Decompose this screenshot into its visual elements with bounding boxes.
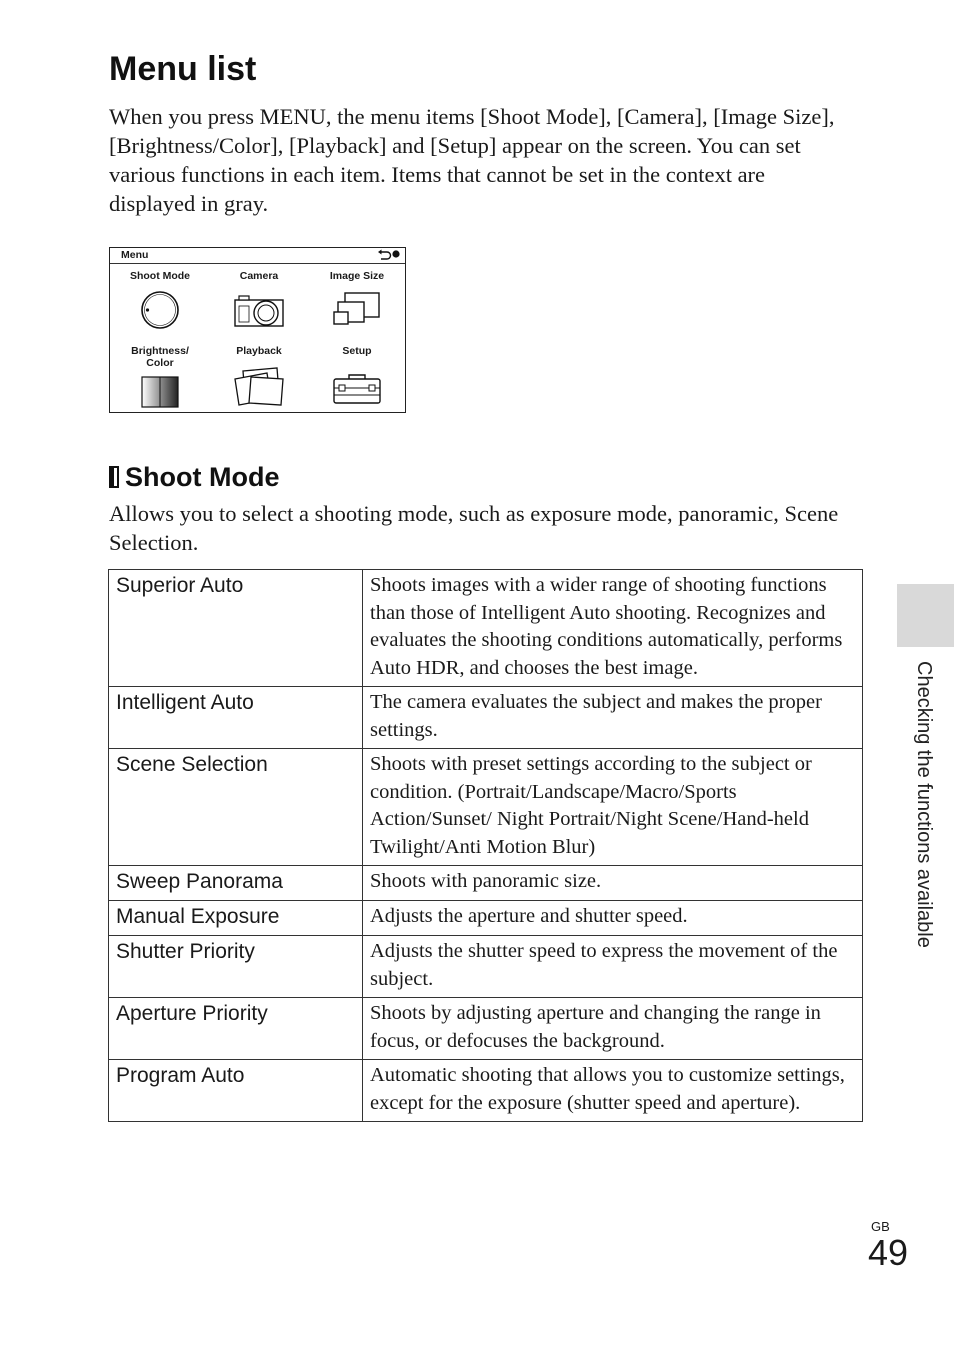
mode-description: Shoots with preset settings according to the subject or condition. (Portrait/Landscape/Macro/Sports Action/Sunset/ Night Portrait/Night Scene/Hand-held Twilight/Anti Motion Blur) bbox=[363, 749, 863, 866]
table-row bbox=[109, 749, 863, 866]
menu-item-playback[interactable] bbox=[211, 345, 307, 407]
menu-screen-header bbox=[110, 248, 405, 264]
mode-name: Scene Selection bbox=[109, 749, 363, 866]
menu-item-label: Brightness/ Color bbox=[131, 345, 189, 369]
mode-description: Shoots images with a wider range of shooting functions than those of Intelligent Auto shooting. Recognizes and evaluates the shooting conditions automatically, performs Auto HDR, and chooses the best image. bbox=[363, 570, 863, 687]
region-code: GB bbox=[871, 1219, 890, 1234]
dial-icon bbox=[138, 288, 182, 332]
table-row bbox=[109, 687, 863, 749]
heading-marker-icon bbox=[109, 466, 119, 488]
page-number: 49 bbox=[868, 1232, 909, 1273]
menu-item-label: Setup bbox=[342, 345, 372, 357]
camera-icon bbox=[233, 290, 285, 330]
dot-icon bbox=[392, 250, 399, 257]
mode-name: Manual Exposure bbox=[109, 901, 363, 936]
menu-item-shoot-mode[interactable] bbox=[112, 270, 208, 332]
menu-item-label: Shoot Mode bbox=[129, 270, 191, 282]
table-row bbox=[109, 936, 863, 998]
mode-name: Sweep Panorama bbox=[109, 866, 363, 901]
return-icon bbox=[377, 248, 401, 260]
section-heading-text: Shoot Mode bbox=[125, 462, 280, 492]
chapter-tab bbox=[897, 584, 954, 647]
shoot-mode-table bbox=[108, 569, 863, 1122]
menu-item-setup[interactable] bbox=[309, 345, 405, 407]
mode-name: Aperture Priority bbox=[109, 998, 363, 1060]
mode-description: Adjusts the shutter speed to express the movement of the subject. bbox=[363, 936, 863, 998]
menu-header-icons bbox=[377, 248, 401, 264]
menu-item-label: Playback bbox=[236, 345, 282, 357]
toolbox-icon bbox=[331, 371, 383, 407]
menu-screen-illustration bbox=[109, 247, 406, 413]
image-size-icon bbox=[331, 290, 383, 330]
menu-item-label: Camera bbox=[239, 270, 279, 282]
section-description: Allows you to select a shooting mode, such as exposure mode, panoramic, Scene Selection. bbox=[109, 501, 839, 555]
mode-name: Shutter Priority bbox=[109, 936, 363, 998]
mode-name: Program Auto bbox=[109, 1060, 363, 1122]
table-row bbox=[109, 998, 863, 1060]
table-row bbox=[109, 1060, 863, 1122]
menu-item-image-size[interactable] bbox=[309, 270, 405, 330]
mode-description: Adjusts the aperture and shutter speed. bbox=[363, 901, 863, 936]
table-row bbox=[109, 866, 863, 901]
playback-icon bbox=[231, 365, 287, 407]
menu-item-label: Image Size bbox=[329, 270, 385, 282]
menu-item-camera[interactable] bbox=[211, 270, 307, 330]
mode-name: Superior Auto bbox=[109, 570, 363, 687]
page-title: Menu list bbox=[109, 50, 257, 88]
brightness-icon bbox=[140, 375, 180, 411]
menu-item-brightness-color[interactable] bbox=[112, 345, 208, 411]
mode-description: The camera evaluates the subject and makes the proper settings. bbox=[363, 687, 863, 749]
menu-screen-title: Menu bbox=[121, 249, 149, 261]
section-heading bbox=[109, 460, 279, 494]
table-row bbox=[109, 570, 863, 687]
table-row bbox=[109, 901, 863, 936]
mode-name: Intelligent Auto bbox=[109, 687, 363, 749]
mode-description: Shoots by adjusting aperture and changing the range in focus, or defocuses the background. bbox=[363, 998, 863, 1060]
mode-description: Automatic shooting that allows you to customize settings, except for the exposure (shutter speed and aperture). bbox=[363, 1060, 863, 1122]
intro-paragraph: When you press MENU, the menu items [Shoot Mode], [Camera], [Image Size], [Brightness/Color], [Playback] and [Setup] appear on the screen. You can set various functions in each item. Items that cannot be set in the context are displayed in gray. bbox=[109, 104, 835, 216]
chapter-label: Checking the functions available bbox=[913, 661, 935, 948]
mode-description: Shoots with panoramic size. bbox=[363, 866, 863, 901]
